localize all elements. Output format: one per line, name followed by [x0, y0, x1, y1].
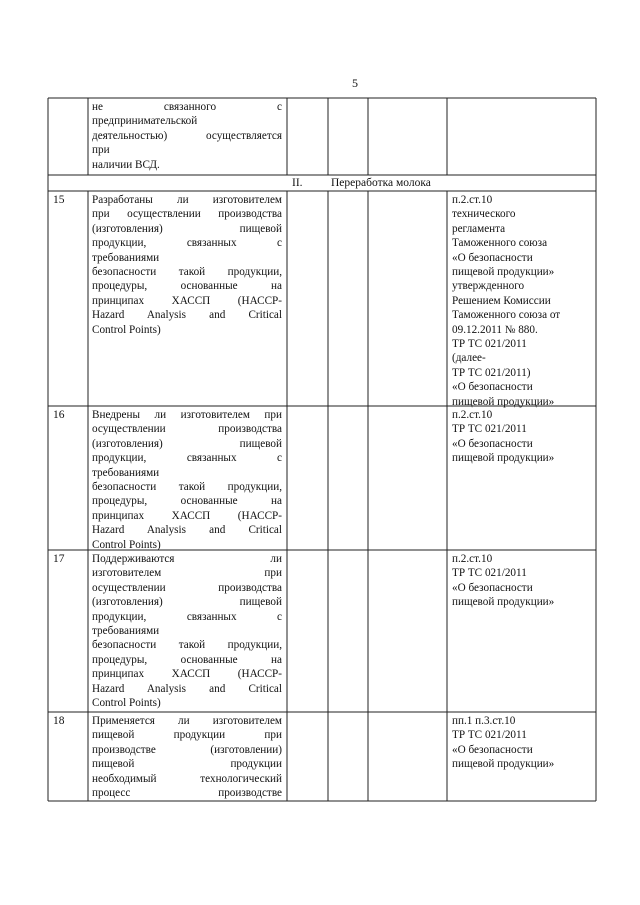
- reference-line: (далее-: [452, 352, 486, 365]
- question-line: принципах ХАССП (НАССР-: [92, 509, 282, 522]
- question-line: продукции, связанных с: [92, 610, 282, 623]
- question-line: процедуры, основанные на: [92, 280, 282, 293]
- question-line: Разработаны ли изготовителем: [92, 194, 282, 206]
- row-number: 17: [53, 553, 65, 565]
- section-title: Переработка молока: [331, 177, 431, 189]
- carry-line: наличии ВСД.: [92, 158, 160, 171]
- question-line: Hazard Analysis and Critical: [92, 309, 282, 322]
- section-numeral: II.: [292, 177, 303, 189]
- carry-line: не связанного с: [92, 101, 282, 113]
- reference-line: «О безопасности: [452, 743, 533, 756]
- carry-line: предпринимательской: [92, 115, 198, 128]
- row-reference: [452, 408, 594, 466]
- question-line: требованиями: [92, 625, 160, 638]
- question-line: пищевой продукции: [92, 758, 282, 771]
- reference-line: ТР ТС 021/2011: [452, 338, 527, 351]
- row-question: [92, 714, 282, 800]
- reference-line: «О безопасности: [452, 581, 533, 594]
- question-line: (изготовления) пищевой: [92, 437, 282, 450]
- row-number: 16: [53, 409, 65, 421]
- question-line: пищевой продукции при: [92, 729, 282, 742]
- row-question: [92, 408, 282, 552]
- question-line: необходимый технологический: [92, 772, 282, 785]
- question-line: принципах ХАССП (НАССР-: [92, 294, 282, 307]
- carry-line: при: [92, 144, 110, 157]
- reference-line: Таможенного союза: [452, 237, 548, 250]
- reference-line: п.2.ст.10: [452, 194, 493, 206]
- reference-line: пищевой продукции»: [452, 758, 555, 771]
- reference-line: пищевой продукции»: [452, 596, 555, 609]
- row-reference: [452, 552, 594, 610]
- question-line: требованиями: [92, 466, 160, 479]
- question-line: изготовителем при: [92, 567, 282, 580]
- reference-line: Решением Комиссии: [452, 294, 551, 307]
- reference-line: Таможенного союза от: [452, 309, 561, 322]
- question-line: производстве (изготовлении): [92, 743, 282, 756]
- question-line: процедуры, основанные на: [92, 495, 282, 508]
- reference-line: «О безопасности: [452, 437, 533, 450]
- row-number: 15: [53, 194, 65, 206]
- question-line: процедуры, основанные на: [92, 653, 282, 666]
- question-line: Control Points): [92, 538, 161, 551]
- reference-line: пищевой продукции»: [452, 266, 555, 279]
- row-question: [92, 193, 282, 337]
- question-line: Поддерживаются ли: [92, 553, 282, 565]
- question-line: Внедрены ли изготовителем при: [92, 409, 282, 421]
- reference-line: ТР ТС 021/2011: [452, 423, 527, 436]
- reference-line: ТР ТС 021/2011: [452, 567, 527, 580]
- question-line: процесс производстве: [92, 787, 282, 800]
- carry-over-text: [92, 100, 282, 172]
- question-line: Применяется ли изготовителем: [92, 715, 282, 727]
- reference-line: регламента: [452, 222, 506, 235]
- row-question: [92, 552, 282, 710]
- reference-line: ТР ТС 021/2011: [452, 729, 527, 742]
- question-line: безопасности такой продукции,: [92, 266, 282, 279]
- reference-line: пищевой продукции»: [452, 452, 555, 465]
- question-line: Hazard Analysis and Critical: [92, 524, 282, 537]
- question-line: (изготовления) пищевой: [92, 222, 282, 235]
- question-line: (изготовления) пищевой: [92, 596, 282, 609]
- question-line: Control Points): [92, 323, 161, 336]
- question-line: безопасности такой продукции,: [92, 481, 282, 494]
- reference-line: пищевой продукции»: [452, 395, 555, 408]
- row-reference: [452, 193, 594, 409]
- row-number: 18: [53, 715, 65, 727]
- reference-line: пп.1 п.3.ст.10: [452, 715, 516, 727]
- question-line: безопасности такой продукции,: [92, 639, 282, 652]
- reference-line: ТР ТС 021/2011): [452, 366, 531, 379]
- reference-line: утвержденного: [452, 280, 525, 293]
- question-line: продукции, связанных с: [92, 452, 282, 465]
- reference-line: 09.12.2011 № 880.: [452, 323, 538, 336]
- reference-line: п.2.ст.10: [452, 409, 493, 421]
- reference-line: «О безопасности: [452, 251, 533, 264]
- reference-line: п.2.ст.10: [452, 553, 493, 565]
- question-line: осуществлении производства: [92, 581, 282, 594]
- question-line: осуществлении производства: [92, 423, 282, 436]
- reference-line: «О безопасности: [452, 381, 533, 394]
- row-reference: [452, 714, 594, 772]
- question-line: продукции, связанных с: [92, 237, 282, 250]
- question-line: Control Points): [92, 697, 161, 710]
- reference-line: технического: [452, 208, 516, 221]
- question-line: требованиями: [92, 251, 160, 264]
- question-line: Hazard Analysis and Critical: [92, 682, 282, 695]
- page-number: 5: [352, 76, 358, 90]
- question-line: при осуществлении производства: [92, 208, 282, 221]
- question-line: принципах ХАССП (НАССР-: [92, 668, 282, 681]
- carry-line: деятельностью) осуществляется: [92, 129, 282, 142]
